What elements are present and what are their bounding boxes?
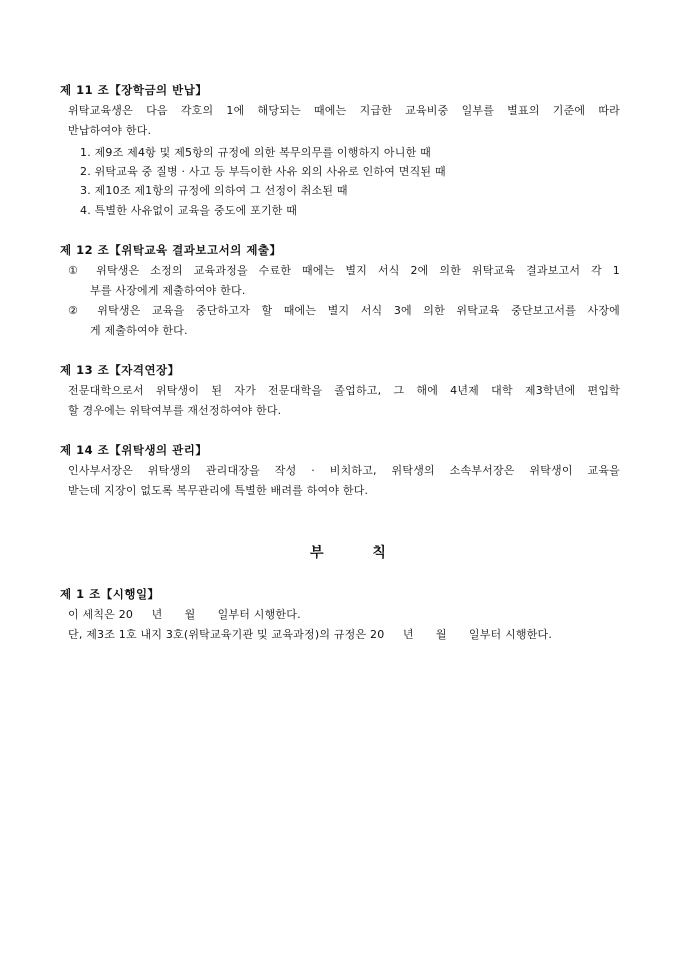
supplementary-article-1-line-2: 단, 제3조 1호 내지 3호(위탁교육기관 및 교육과정)의 규정은 20 년 월 일부터 시행한다. xyxy=(68,628,553,641)
article-11-item-4: 4. 특별한 사유없이 교육을 중도에 포기한 때 xyxy=(80,204,298,217)
article-11-title: 제 11 조【장학금의 반납】 xyxy=(60,83,208,97)
article-12-para-2-line-1: ② 위탁생은 교육을 중단하고자 할 때에는 별지 서식 3에 의한 위탁교육 중단보고서를 사장에 xyxy=(68,304,620,317)
article-11-line-1: 위탁교육생은 다음 각호의 1에 해당되는 때에는 지급한 교육비중 일부를 별표의 기준에 따라 xyxy=(68,104,620,117)
article-12-title: 제 12 조【위탁교육 결과보고서의 제출】 xyxy=(60,243,282,257)
article-12-para-2-line-2: 게 제출하여야 한다. xyxy=(90,324,188,337)
supplementary-title: 부 칙 xyxy=(310,545,408,561)
supplementary-article-1-line-1: 이 세칙은 20 년 월 일부터 시행한다. xyxy=(68,608,301,621)
article-14-line-1: 인사부서장은 위탁생의 관리대장을 작성 · 비치하고, 위탁생의 소속부서장은 위탁생이 교육을 xyxy=(68,464,620,477)
article-11-item-3: 3. 제10조 제1항의 규정에 의하여 그 선정이 취소된 때 xyxy=(80,184,348,197)
article-14-title: 제 14 조【위탁생의 관리】 xyxy=(60,443,208,457)
article-13-line-1: 전문대학으로서 위탁생이 된 자가 전문대학을 졸업하고, 그 해에 4년제 대학 제3학년에 편입학 xyxy=(68,384,620,397)
article-12-para-1-line-2: 부를 사장에게 제출하여야 한다. xyxy=(90,284,246,297)
article-11-line-2: 반납하여야 한다. xyxy=(68,124,152,137)
article-11-item-1: 1. 제9조 제4항 및 제5항의 규정에 의한 복무의무를 이행하지 아니한 때 xyxy=(80,146,431,159)
article-12-para-1-line-1: ① 위탁생은 소정의 교육과정을 수료한 때에는 별지 서식 2에 의한 위탁교육 결과보고서 각 1 xyxy=(68,264,620,277)
supplementary-article-1-title: 제 1 조【시행일】 xyxy=(60,587,160,601)
article-13-title: 제 13 조【자격연장】 xyxy=(60,363,180,377)
article-14-line-2: 받는데 지장이 없도록 복무관리에 특별한 배려를 하여야 한다. xyxy=(68,484,369,497)
article-13-line-2: 할 경우에는 위탁여부를 재선정하여야 한다. xyxy=(68,404,282,417)
article-11-item-2: 2. 위탁교육 중 질병 · 사고 등 부득이한 사유 외의 사유로 인하여 면직된 때 xyxy=(80,165,446,178)
